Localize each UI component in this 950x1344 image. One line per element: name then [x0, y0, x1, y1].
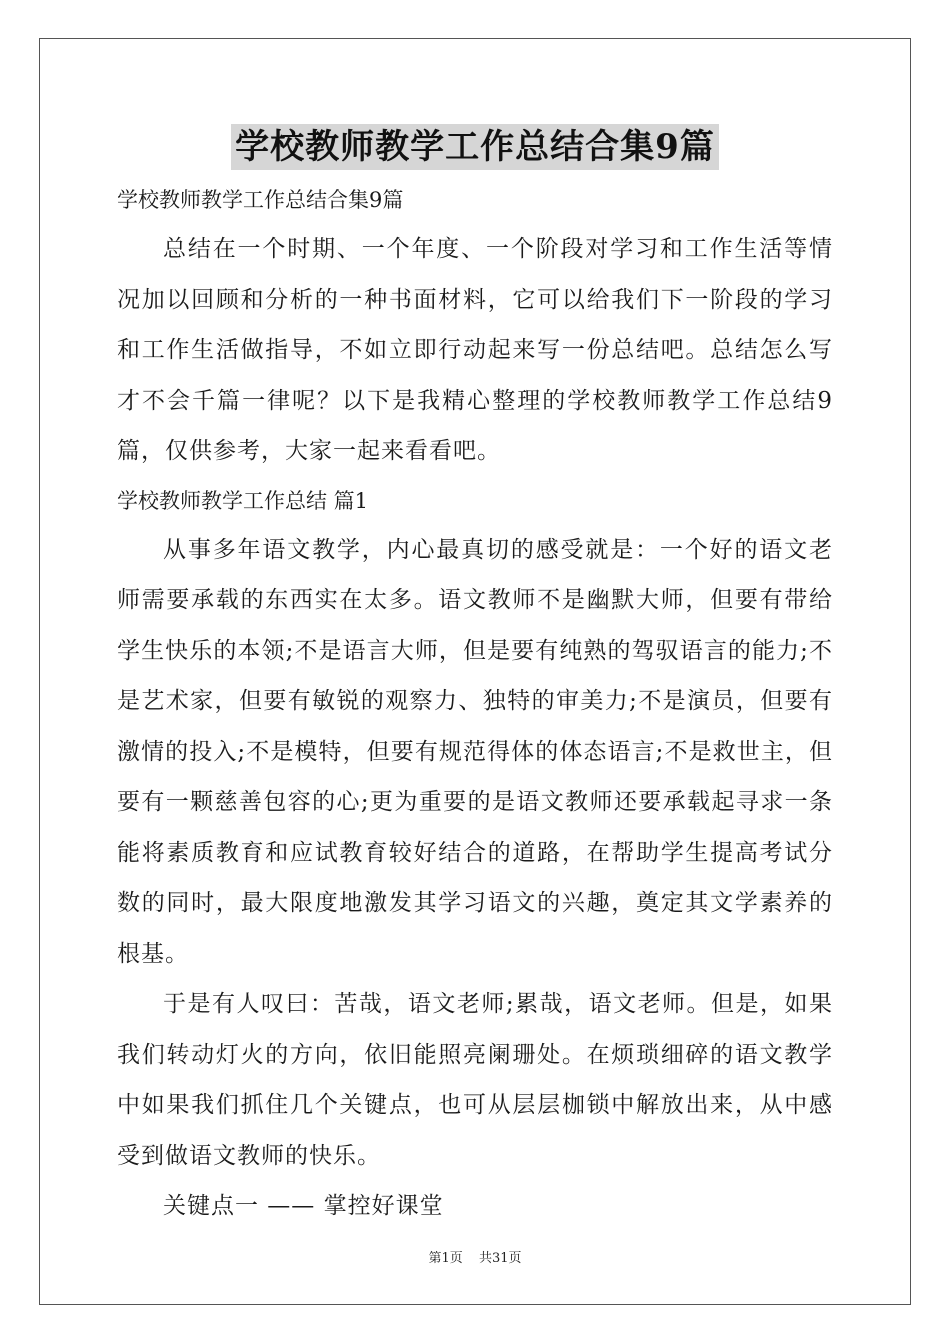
body-paragraph-1: 从事多年语文教学，内心最真切的感受就是：一个好的语文老师需要承载的东西实在太多。语文教师不是幽默大师，但要有带给学生快乐的本领;不是语言大师，但是要有纯熟的驾驭语言的能力;不是艺术家，但要有敏锐的观察力、独特的审美力;不是演员，但要有激情的投入;不是模特，但要有规范得体的体态语言;不是救世主，但要有一颗慈善包容的心;更为重要的是语文教师还要承载起寻求一条能将素质教育和应试教育较好结合的道路，在帮助学生提高考试分数的同时，最大限度地激发其学习语文的兴趣，奠定其文学素养的根基。 [117, 536, 833, 967]
page-total: 共31页 [478, 1251, 522, 1266]
intro-paragraph: 总结在一个时期、一个年度、一个阶段对学习和工作生活等情况加以回顾和分析的一种书面材料，它可以给我们下一阶段的学习和工作生活做指导，不如立即行动起来写一份总结吧。总结怎么写才不会千篇一律呢？以下是我精心整理的学校教师教学工作总结9篇，仅供参考，大家一起来看看吧。 [117, 236, 833, 464]
document-subtitle: 学校教师教学工作总结合集9篇 [117, 188, 404, 212]
body-paragraph-2: 于是有人叹曰：苦哉，语文老师;累哉，语文老师。但是，如果我们转动灯火的方向，依旧能照亮阑珊处。在烦琐细碎的语文教学中如果我们抓住几个关键点，也可从层层枷锁中解放出来，从中感受到做语文教师的快乐。 [117, 991, 833, 1169]
document-title: 学校教师教学工作总结合集9篇 [231, 124, 719, 170]
page-footer [0, 1247, 950, 1266]
page-number: 第1页 [428, 1251, 463, 1266]
document-body [117, 180, 833, 1232]
section-heading: 学校教师教学工作总结 篇1 [117, 488, 369, 513]
key-point-heading: 关键点一 —— 掌控好课堂 [163, 1193, 444, 1219]
title-container [0, 124, 950, 170]
